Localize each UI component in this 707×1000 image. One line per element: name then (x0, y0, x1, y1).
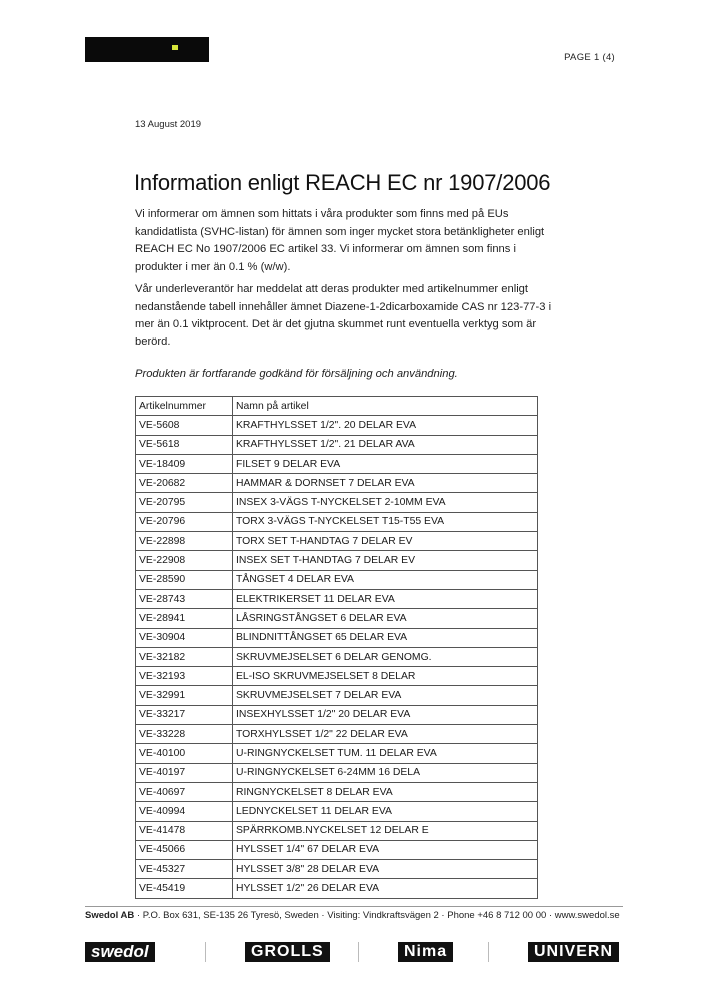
table-row (136, 570, 538, 589)
article-name: KRAFTHYLSSET 1/2". 21 DELAR AVA (233, 435, 538, 454)
intro-paragraph: Vi informerar om ämnen som hittats i våra produkter som finns med på EUs kandidatlista (SVHC-listan) för ämnen som inger mycket stora betänkligheter enligt REACH EC No 1907/2006 EC artikel 33. Vi informerar om ämnen som finns i produkter i mer än 0.1 % (w/w). (135, 208, 545, 273)
table-row (136, 609, 538, 628)
article-number: VE-20682 (136, 474, 233, 493)
footer-company-name: Swedol AB (85, 910, 135, 921)
article-name: SPÄRRKOMB.NYCKELSET 12 DELAR E (233, 821, 538, 840)
article-name: U-RINGNYCKELSET TUM. 11 DELAR EVA (233, 744, 538, 763)
article-name: TORX 3-VÄGS T-NYCKELSET T15-T55 EVA (233, 512, 538, 531)
article-name: BLINDNITTÅNGSET 65 DELAR EVA (233, 628, 538, 647)
article-name: INSEX SET T-HANDTAG 7 DELAR EV (233, 551, 538, 570)
brand-separator (205, 942, 206, 962)
article-name: HYLSSET 1/2" 26 DELAR EVA (233, 879, 538, 898)
table-row (136, 782, 538, 801)
article-name: INSEXHYLSSET 1/2" 20 DELAR EVA (233, 705, 538, 724)
article-number: VE-40197 (136, 763, 233, 782)
article-name: EL-ISO SKRUVMEJSELSET 8 DELAR (233, 667, 538, 686)
table-row (136, 454, 538, 473)
article-name: TORXHYLSSET 1/2" 22 DELAR EVA (233, 725, 538, 744)
table-row (136, 686, 538, 705)
article-number: VE-40994 (136, 802, 233, 821)
table-row (136, 551, 538, 570)
article-number: VE-22908 (136, 551, 233, 570)
article-number: VE-40697 (136, 782, 233, 801)
table-row (136, 821, 538, 840)
table-row (136, 532, 538, 551)
supplier-paragraph: Vår underleverantör har meddelat att deras produkter med artikelnummer enligt nedanstående tabell innehåller ämnet Diazene-1-2dicarboxamide CAS nr 123-77-3 i mer än 0.1 viktprocent. Det är det gjutna skummet runt eventuella verktyg som är berörd. (135, 283, 552, 348)
article-number: VE-32182 (136, 647, 233, 666)
table-row (136, 474, 538, 493)
article-name: RINGNYCKELSET 8 DELAR EVA (233, 782, 538, 801)
brand-logo-univern: UNIVERN (528, 942, 619, 962)
page-number: PAGE 1 (4) (564, 52, 615, 63)
approval-note: Produkten är fortfarande godkänd för försäljning och användning. (135, 368, 458, 380)
article-name: SKRUVMEJSELSET 7 DELAR EVA (233, 686, 538, 705)
article-name: HYLSSET 3/8" 28 DELAR EVA (233, 860, 538, 879)
article-number: VE-41478 (136, 821, 233, 840)
table-row (136, 647, 538, 666)
article-number: VE-40100 (136, 744, 233, 763)
article-number: VE-45419 (136, 879, 233, 898)
article-number: VE-30904 (136, 628, 233, 647)
table-row (136, 416, 538, 435)
article-number: VE-22898 (136, 532, 233, 551)
article-number: VE-5608 (136, 416, 233, 435)
brand-logo-nima: Nima (398, 942, 453, 962)
brand-separator (488, 942, 489, 962)
article-name: FILSET 9 DELAR EVA (233, 454, 538, 473)
table-row (136, 493, 538, 512)
document-date: 13 August 2019 (135, 119, 202, 130)
table-row (136, 879, 538, 898)
table-row (136, 840, 538, 859)
article-name: KRAFTHYLSSET 1/2". 20 DELAR EVA (233, 416, 538, 435)
page-title: Information enligt REACH EC nr 1907/2006 (134, 170, 551, 195)
article-name: HAMMAR & DORNSET 7 DELAR EVA (233, 474, 538, 493)
column-header-article-name: Namn på artikel (233, 397, 538, 416)
article-number: VE-45327 (136, 860, 233, 879)
article-name: HYLSSET 1/4" 67 DELAR EVA (233, 840, 538, 859)
article-number: VE-33228 (136, 725, 233, 744)
article-name: LÅSRINGSTÅNGSET 6 DELAR EVA (233, 609, 538, 628)
table-row (136, 802, 538, 821)
article-number: VE-45066 (136, 840, 233, 859)
table-row (136, 512, 538, 531)
article-name: LEDNYCKELSET 11 DELAR EVA (233, 802, 538, 821)
brand-separator (358, 942, 359, 962)
table-row (136, 744, 538, 763)
article-name: TÅNGSET 4 DELAR EVA (233, 570, 538, 589)
article-name: SKRUVMEJSELSET 6 DELAR GENOMG. (233, 647, 538, 666)
table-row (136, 628, 538, 647)
brand-logo-swedol: swedol (85, 942, 155, 962)
table-row (136, 763, 538, 782)
article-name: TORX SET T-HANDTAG 7 DELAR EV (233, 532, 538, 551)
article-table (135, 396, 538, 899)
column-header-article-number: Artikelnummer (136, 397, 233, 416)
article-number: VE-5618 (136, 435, 233, 454)
article-number: VE-28941 (136, 609, 233, 628)
article-number: VE-18409 (136, 454, 233, 473)
article-number: VE-20795 (136, 493, 233, 512)
footer-contact-details: · P.O. Box 631, SE-135 26 Tyresö, Sweden · Visiting: Vindkraftsvägen 2 · Phone +46 8 712 00 00 · www.swedol.se (134, 910, 620, 921)
article-name: ELEKTRIKERSET 11 DELAR EVA (233, 589, 538, 608)
article-name: U-RINGNYCKELSET 6-24MM 16 DELA (233, 763, 538, 782)
table-row (136, 435, 538, 454)
table-row (136, 860, 538, 879)
article-number: VE-28743 (136, 589, 233, 608)
table-row (136, 667, 538, 686)
table-row (136, 589, 538, 608)
brand-logo-grolls: GROLLS (245, 942, 330, 962)
table-row (136, 725, 538, 744)
footer-address (85, 910, 625, 921)
table-header-row (136, 397, 538, 416)
footer-divider (85, 906, 623, 907)
article-number: VE-20796 (136, 512, 233, 531)
article-name: INSEX 3-VÄGS T-NYCKELSET 2-10MM EVA (233, 493, 538, 512)
article-number: VE-32991 (136, 686, 233, 705)
company-logo (85, 37, 209, 62)
logo-accent-mark (172, 45, 178, 50)
article-number: VE-33217 (136, 705, 233, 724)
article-number: VE-32193 (136, 667, 233, 686)
article-number: VE-28590 (136, 570, 233, 589)
table-row (136, 705, 538, 724)
